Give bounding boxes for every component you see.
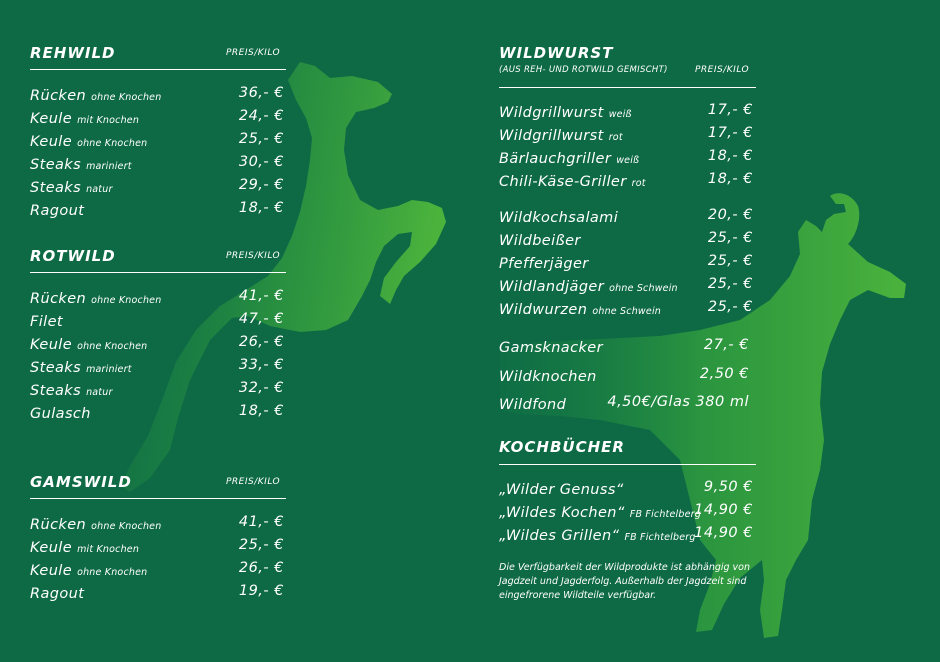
menu-item (499, 337, 749, 359)
item-name: Steaks (30, 383, 82, 399)
item-name: Keule (30, 337, 73, 353)
item-name: Wildknochen (499, 368, 597, 385)
item-price: 32,- € (238, 380, 284, 396)
menu-item (30, 311, 284, 333)
item-name: „Wilder Genuss“ (499, 482, 624, 498)
menu-item (499, 207, 753, 229)
item-name: Gamsknacker (499, 340, 603, 356)
item-note: natur (86, 184, 113, 195)
item-name: Wildlandjäger (499, 279, 605, 295)
section-title: WILDWURST (499, 44, 614, 62)
item-note: mariniert (86, 161, 132, 172)
item-price: 18,- € (707, 171, 753, 187)
menu-item (30, 560, 284, 582)
section-wildwurst (499, 44, 756, 424)
item-name: Chili-Käse-Griller (499, 174, 627, 190)
item-price: 18,- € (238, 403, 284, 419)
item-note: natur (86, 387, 113, 398)
divider (30, 498, 286, 499)
menu-item (30, 403, 284, 425)
item-note: ohne Schwein (609, 283, 678, 294)
menu-item (499, 102, 753, 124)
item-price: 33,- € (238, 357, 284, 373)
menu-item (30, 537, 284, 559)
menu-item (30, 288, 284, 310)
menu-item (499, 525, 753, 547)
availability-note: Die Verfügbarkeit der Wildprodukte ist abhängig von Jagdzeit und Jagderfolg. Außerhalb der Jagdzeit sind eingefrorene Wildteile verfügbar. (499, 562, 751, 601)
item-name: Ragout (30, 586, 85, 602)
section-title: REHWILD (30, 44, 116, 62)
item-price: 25,- € (707, 276, 753, 292)
item-note: ohne Knochen (77, 567, 148, 578)
item-price: 2,50 € (699, 365, 749, 382)
menu-item (499, 394, 749, 416)
item-name: „Wildes Kochen“ (499, 505, 625, 521)
menu-item (30, 514, 284, 536)
item-price: 26,- € (238, 334, 284, 350)
item-name: Rücken (30, 291, 87, 307)
menu-item (30, 357, 284, 379)
item-note: weiß (616, 155, 640, 166)
item-price: 19,- € (238, 583, 284, 599)
item-name: „Wildes Grillen“ (499, 528, 620, 544)
divider (499, 464, 756, 465)
item-price: 27,- € (703, 337, 749, 353)
section-title: GAMSWILD (30, 473, 132, 491)
item-note: ohne Knochen (91, 521, 162, 532)
item-price: 17,- € (707, 125, 753, 141)
item-price: 24,- € (238, 108, 284, 124)
section-rotwild (30, 247, 286, 437)
item-name: Ragout (30, 203, 85, 219)
item-name: Keule (30, 134, 73, 150)
menu-item (30, 154, 284, 176)
menu-item (30, 131, 284, 153)
price-unit-label: PREIS/KILO (226, 48, 281, 58)
item-note: ohne Knochen (91, 295, 162, 306)
item-price: 18,- € (707, 148, 753, 164)
section-title: KOCHBÜCHER (499, 438, 625, 456)
item-note: ohne Knochen (77, 138, 148, 149)
price-unit-label: PREIS/KILO (695, 65, 750, 75)
item-price: 47,- € (238, 311, 284, 327)
menu-item (499, 479, 753, 501)
item-price: 36,- € (238, 85, 284, 101)
item-note: mariniert (86, 364, 132, 375)
section-title: ROTWILD (30, 247, 116, 265)
item-price: 14,90 € (694, 502, 753, 518)
menu-item (499, 148, 753, 170)
price-unit-label: PREIS/KILO (226, 477, 281, 487)
item-note: FB Fichtelberg (624, 532, 696, 543)
item-note: ohne Knochen (91, 92, 162, 103)
section-kochbuecher (499, 438, 756, 548)
item-price: 41,- € (238, 514, 284, 530)
item-price: 30,- € (238, 154, 284, 170)
item-price: 25,- € (238, 131, 284, 147)
divider (30, 69, 286, 70)
item-price: 9,50 € (703, 479, 753, 495)
item-name: Gulasch (30, 406, 91, 422)
item-name: Keule (30, 540, 73, 556)
section-gamswild (30, 473, 286, 623)
item-price: 17,- € (707, 102, 753, 118)
menu-item (30, 108, 284, 130)
menu-item (30, 334, 284, 356)
menu-item (499, 171, 753, 193)
divider (30, 272, 286, 273)
item-name: Rücken (30, 88, 87, 104)
section-subtitle: (AUS REH- UND ROTWILD GEMISCHT) (499, 65, 668, 75)
item-price: 25,- € (707, 253, 753, 269)
item-name: Wildfond (499, 397, 567, 413)
menu-item (30, 177, 284, 199)
item-name: Wildgrillwurst (499, 128, 604, 144)
item-price: 25,- € (238, 537, 284, 553)
divider (499, 87, 756, 88)
item-note: FB Fichtelberg (629, 509, 701, 520)
menu-item (30, 583, 284, 605)
menu-item (499, 366, 749, 388)
item-note: mit Knochen (77, 115, 140, 126)
item-name: Wildbeißer (499, 233, 581, 249)
item-note: weiß (608, 109, 632, 120)
item-name: Pfefferjäger (499, 256, 589, 272)
menu-item (499, 230, 753, 252)
menu-item (499, 253, 753, 275)
item-price: 29,- € (238, 177, 284, 193)
item-price: 41,- € (238, 288, 284, 304)
item-name: Steaks (30, 180, 82, 196)
item-price: 26,- € (238, 560, 284, 576)
menu-item (499, 125, 753, 147)
section-rehwild (30, 44, 286, 234)
item-note: rot (631, 178, 646, 189)
item-note: mit Knochen (77, 544, 140, 555)
item-name: Bärlauchgriller (499, 151, 612, 167)
item-name: Rücken (30, 517, 87, 533)
item-price: 14,90 € (694, 525, 753, 541)
item-name: Wildkochsalami (499, 210, 619, 226)
item-name: Wildwurzen (499, 302, 588, 318)
item-note: rot (608, 132, 623, 143)
menu-item (499, 299, 753, 321)
item-name: Filet (30, 314, 64, 330)
menu-item (30, 85, 284, 107)
item-name: Wildgrillwurst (499, 105, 604, 121)
item-price: 20,- € (707, 207, 753, 223)
item-name: Keule (30, 563, 73, 579)
menu-item (499, 502, 753, 524)
item-price: 4,50€/Glas 380 ml (607, 394, 749, 410)
item-price: 18,- € (238, 200, 284, 216)
menu-item (30, 200, 284, 222)
menu-item (30, 380, 284, 402)
menu-item (499, 276, 753, 298)
item-note: ohne Schwein (592, 306, 662, 317)
item-name: Keule (30, 111, 73, 127)
item-note: ohne Knochen (77, 341, 148, 352)
price-unit-label: PREIS/KILO (226, 251, 281, 261)
item-name: Steaks (30, 157, 82, 173)
item-name: Steaks (30, 360, 82, 376)
item-price: 25,- € (707, 230, 753, 246)
item-price: 25,- € (707, 299, 753, 315)
